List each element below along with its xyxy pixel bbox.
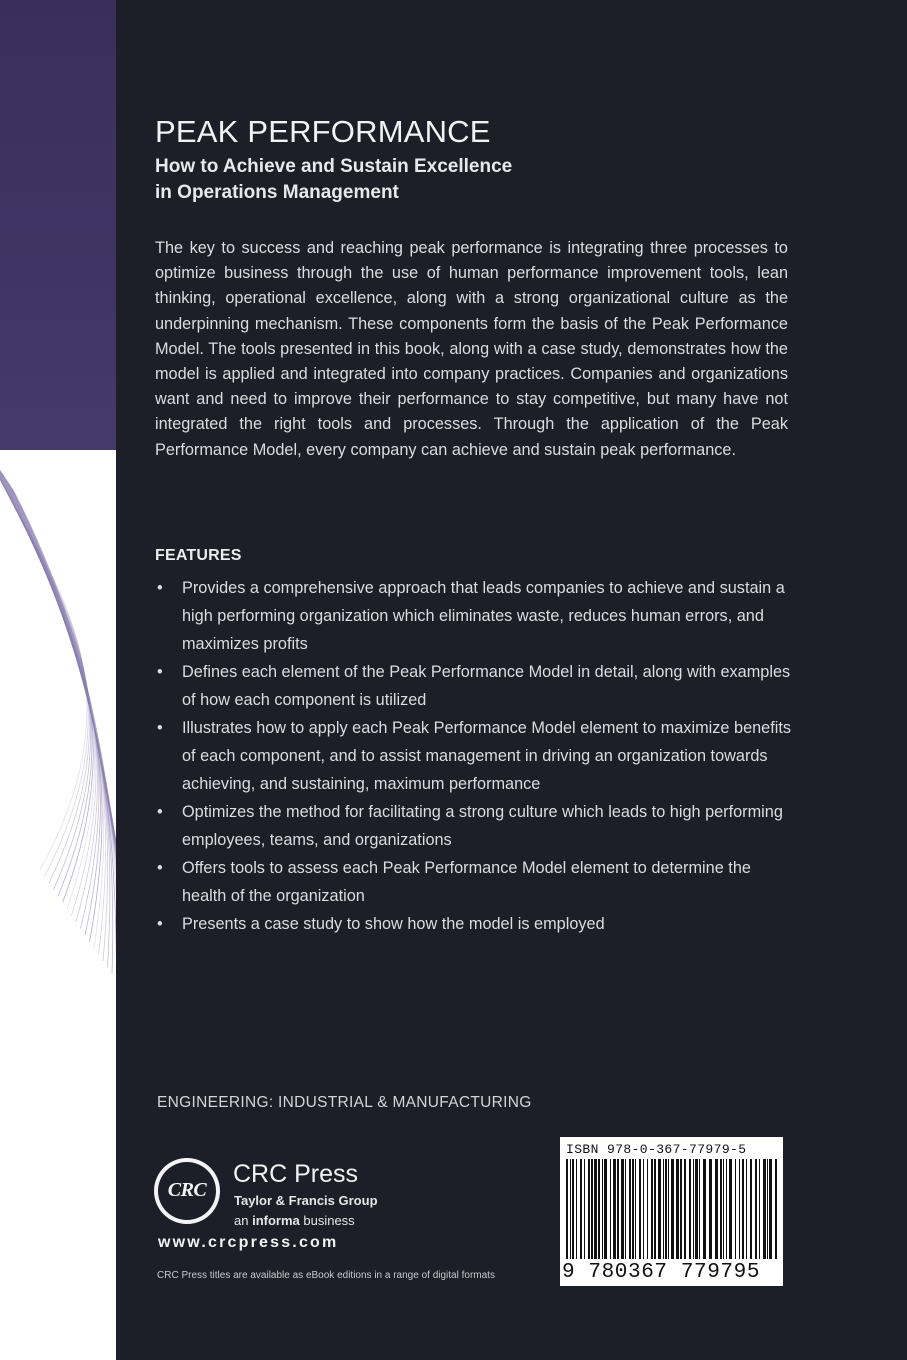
- barcode-bar: [746, 1159, 747, 1259]
- barcode-bar: [621, 1159, 624, 1259]
- barcode-bar: [639, 1159, 641, 1259]
- crc-logo-icon: [154, 1158, 220, 1224]
- informa-suffix: business: [299, 1213, 355, 1228]
- features-list: [155, 574, 795, 938]
- book-title: PEAK PERFORMANCE: [155, 114, 491, 149]
- wave-line: [0, 451, 96, 916]
- barcode-bar: [750, 1159, 752, 1259]
- barcode-bar: [629, 1159, 631, 1259]
- barcode-bar: [775, 1159, 777, 1259]
- feature-text: Defines each element of the Peak Performance Model in detail, along with examples of how each component is utilized: [182, 663, 791, 709]
- bullet-icon: •: [157, 719, 163, 737]
- wave-line: [0, 450, 91, 890]
- feature-item: [155, 574, 795, 658]
- barcode-bar: [680, 1159, 682, 1259]
- barcode-bar: [709, 1159, 712, 1259]
- barcode-bar: [665, 1159, 667, 1259]
- publisher-informa-line: [234, 1213, 355, 1228]
- isbn-barcode: [560, 1137, 783, 1286]
- barcode-bar: [703, 1159, 706, 1259]
- crc-logo-ring: [158, 1162, 216, 1220]
- barcode-bar: [566, 1159, 568, 1259]
- barcode-bar: [594, 1159, 597, 1259]
- subtitle-line-2: in Operations Management: [155, 182, 399, 203]
- wave-line: [0, 452, 97, 922]
- wave-pattern-strip: [0, 450, 116, 1360]
- publisher-website[interactable]: www.crcpress.com: [158, 1234, 339, 1251]
- wave-line: [0, 450, 95, 909]
- wave-line: [0, 450, 89, 883]
- wave-line: [0, 470, 116, 1000]
- informa-name: informa: [252, 1213, 300, 1228]
- bullet-icon: •: [157, 663, 163, 681]
- crc-logo-lettering: CRC: [167, 1179, 207, 1201]
- barcode-bar: [651, 1159, 653, 1259]
- wave-line: [0, 454, 99, 929]
- barcode-bar: [755, 1159, 757, 1259]
- barcode-bar: [647, 1159, 648, 1259]
- barcode-bar: [658, 1159, 661, 1259]
- feature-text: Offers tools to assess each Peak Performance Model element to determine the health of the organization: [182, 859, 751, 905]
- barcode-bars: [564, 1159, 779, 1259]
- feature-text: Provides a comprehensive approach that leads companies to achieve and sustain a high performing organization which eliminates waste, reduces human errors, and maximizes profits: [182, 579, 785, 653]
- barcode-bar: [635, 1159, 636, 1259]
- barcode-bar: [767, 1159, 768, 1259]
- barcode-bar: [693, 1159, 694, 1259]
- barcode-bar: [617, 1159, 619, 1259]
- barcode-bar: [689, 1159, 691, 1259]
- feature-text: Optimizes the method for facilitating a strong culture which leads to high performing employees, teams, and organizations: [182, 803, 783, 849]
- barcode-bar: [671, 1159, 674, 1259]
- barcode-bar: [625, 1159, 626, 1259]
- barcode-bar: [742, 1159, 744, 1259]
- feature-item: [155, 910, 795, 938]
- barcode-bar: [602, 1159, 603, 1259]
- publisher-name: CRC Press: [233, 1160, 359, 1188]
- barcode-bar: [676, 1159, 679, 1259]
- barcode-bar: [588, 1159, 590, 1259]
- bullet-icon: •: [157, 859, 163, 877]
- barcode-bar: [759, 1159, 760, 1259]
- barcode-bar: [591, 1159, 593, 1259]
- isbn-label: ISBN 978-0-367-77979-5: [566, 1142, 747, 1157]
- barcode-bar: [769, 1159, 772, 1259]
- features-heading: FEATURES: [155, 547, 242, 564]
- barcode-bar: [723, 1159, 724, 1259]
- feature-item: [155, 714, 795, 798]
- barcode-bar: [654, 1159, 656, 1259]
- barcode-bar: [763, 1159, 766, 1259]
- purple-side-strip: [0, 0, 116, 450]
- wave-line: [0, 450, 92, 896]
- barcode-bar: [729, 1159, 732, 1259]
- barcode-bar: [580, 1159, 582, 1259]
- barcode-bar: [584, 1159, 585, 1259]
- bullet-icon: •: [157, 579, 163, 597]
- feature-item: [155, 658, 795, 714]
- wave-line: [11, 487, 116, 1072]
- barcode-bar: [572, 1159, 574, 1259]
- ebook-availability-note: CRC Press titles are available as eBook editions in a range of digital formats: [157, 1270, 495, 1281]
- barcode-bar: [570, 1159, 571, 1259]
- wave-line: [0, 467, 116, 987]
- publisher-group: Taylor & Francis Group: [234, 1193, 378, 1208]
- barcode-bar: [613, 1159, 616, 1259]
- feature-item: [155, 798, 795, 854]
- barcode-bar: [663, 1159, 664, 1259]
- feature-text: Illustrates how to apply each Peak Performance Model element to maximize benefits of each component, and to assist management in driving an organization towards achieving, and sustaining, maximum performance: [182, 719, 792, 793]
- wave-line: [0, 466, 116, 981]
- barcode-bar: [604, 1159, 607, 1259]
- feature-item: [155, 854, 795, 910]
- barcode-bar: [726, 1159, 727, 1259]
- barcode-bar: [735, 1159, 736, 1259]
- barcode-bar: [643, 1159, 644, 1259]
- subject-category: ENGINEERING: INDUSTRIAL & MANUFACTURING: [157, 1094, 532, 1111]
- barcode-bar: [668, 1159, 669, 1259]
- wave-lines-decoration: [0, 450, 116, 1360]
- barcode-bar: [699, 1159, 700, 1259]
- barcode-bar: [598, 1159, 600, 1259]
- barcode-bar: [695, 1159, 698, 1259]
- barcode-bar: [610, 1159, 611, 1259]
- bullet-icon: •: [157, 803, 163, 821]
- bullet-icon: •: [157, 915, 163, 933]
- book-description: The key to success and reaching peak performance is integrating three processes to optimize business through the use of human performance improvement tools, lean thinking, operational excellence, along with a strong organizational culture as the underpinning mechanism. These components form the basis of the Peak Performance Model. The tools presented in this book, along with a case study, demonstrates how the model is applied and integrated into company practices. Companies and organizations want and need to improve their performance to stay competitive, but many have not integrated the right tools and processes. Through the application of the Peak Performance Model, every company can achieve and sustain peak performance.: [155, 239, 788, 459]
- subtitle-line-1: How to Achieve and Sustain Excellence: [155, 156, 513, 177]
- book-subtitle: [155, 154, 755, 206]
- barcode-digits: 9 780367 779795: [562, 1261, 761, 1284]
- barcode-bar: [632, 1159, 634, 1259]
- barcode-bar: [739, 1159, 740, 1259]
- barcode-bar: [684, 1159, 686, 1259]
- barcode-bar: [576, 1159, 577, 1259]
- barcode-bar: [720, 1159, 722, 1259]
- wave-line: [0, 464, 113, 974]
- informa-prefix: an: [234, 1213, 253, 1228]
- wave-line: [0, 450, 88, 877]
- barcode-bar: [715, 1159, 718, 1259]
- feature-text: Presents a case study to show how the model is employed: [182, 915, 605, 933]
